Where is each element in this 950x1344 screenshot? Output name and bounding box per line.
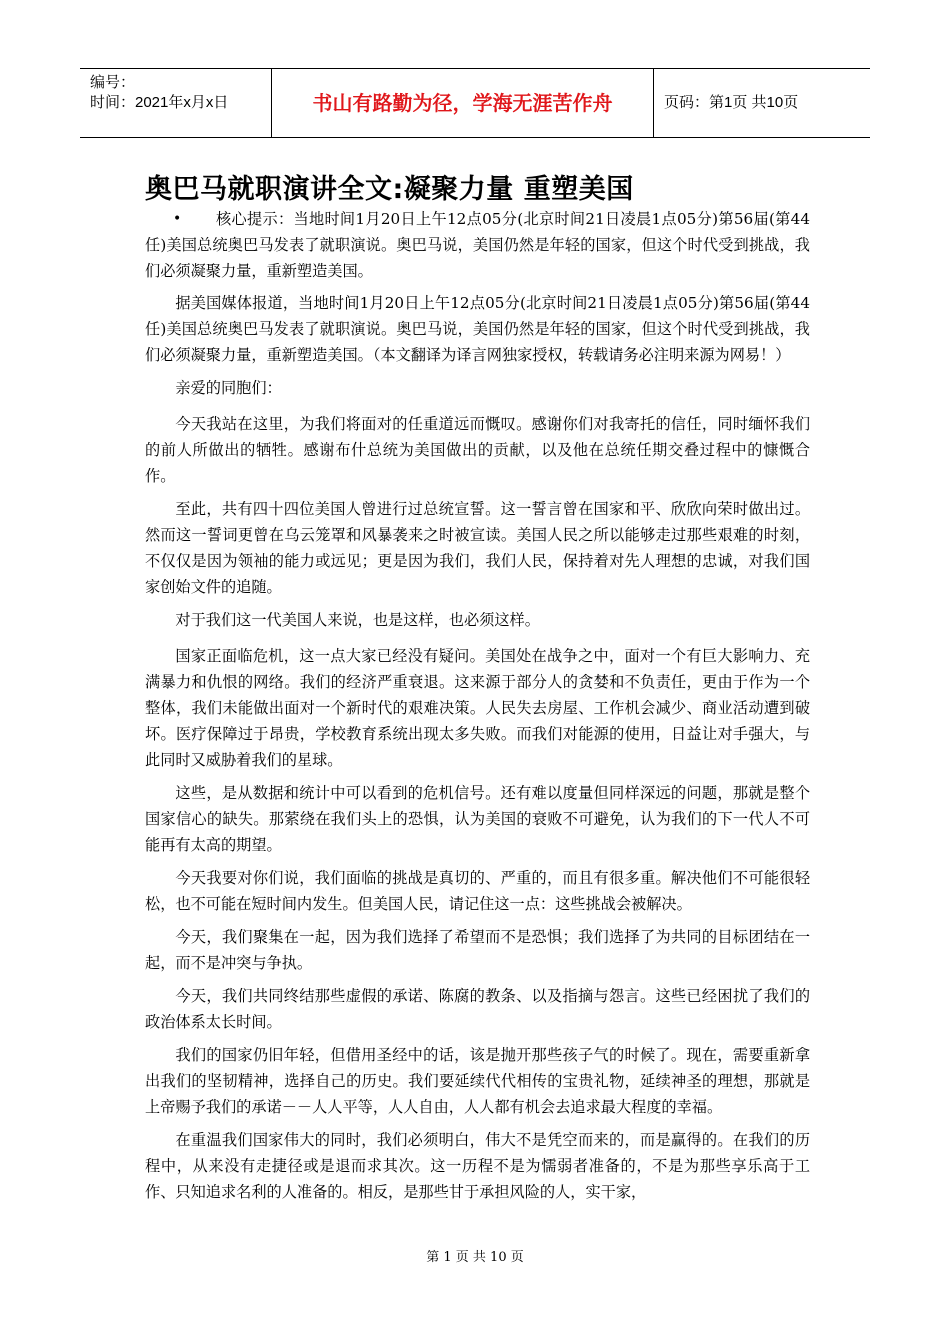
paragraph: 在重温我们国家伟大的同时，我们必须明白，伟大不是凭空而来的，而是赢得的。在我们的历程中，从来没有走捷径或是退而求其次。这一历程不是为懦弱者准备的，不是为那些享乐高于工作、只知追求名利的人准备的。相反，是那些甘于承担风险的人，实干家， (145, 1131, 810, 1201)
header-page-info: 页码：第1页 共10页 (664, 94, 799, 111)
paragraph: 国家正面临危机，这一点大家已经没有疑问。美国处在战争之中，面对一个有巨大影响力、充满暴力和仇恨的网络。我们的经济严重衰退。这来源于部分人的贪婪和不负责任，更由于作为一个整体，我们未能做出面对一个新时代的艰难决策。人民失去房屋、工作机会减少、商业活动遭到破坏。医疗保障过于昂贵，学校教育系统出现太多失败。而我们对能源的使用，日益让对手强大，与此同时又威胁着我们的星球。 (145, 647, 810, 769)
paragraph: 这些，是从数据和统计中可以看到的危机信号。还有难以度量但同样深远的问题，那就是整个国家信心的缺失。那萦绕在我们头上的恐惧，认为美国的衰败不可避免，认为我们的下一代人不可能再有太高的期望。 (145, 784, 810, 854)
paragraph: 至此，共有四十四位美国人曾进行过总统宣誓。这一誓言曾在国家和平、欣欣向荣时做出过。然而这一誓词更曾在乌云笼罩和风暴袭来之时被宣读。美国人民之所以能够走过那些艰难的时刻，不仅仅是因为领袖的能力或远见；更是因为我们，我们人民，保持着对先人理想的忠诚，对我们国家创始文件的追随。 (145, 500, 810, 596)
summary-text: 核心提示：当地时间1月20日上午12点05分(北京时间21日凌晨1点05分)第56届(第44任)美国总统奥巴马发表了就职演说。奥巴马说，美国仍然是年轻的国家，但这个时代受到挑战，我们必须凝聚力量，重新塑造美国。 (145, 210, 810, 280)
article-body (145, 206, 810, 1212)
page-footer: 第 1 页 共 10 页 (426, 1250, 524, 1265)
header-time-label: 时间：2021年x月x日 (90, 94, 229, 111)
header-meta (90, 73, 228, 113)
bullet-icon: • (173, 211, 182, 227)
summary-item (145, 206, 810, 284)
paragraph: 今天我要对你们说，我们面临的挑战是真切的、严重的，而且有很多重。解决他们不可能很轻松，也不可能在短时间内发生。但美国人民，请记住这一点：这些挑战会被解决。 (145, 869, 810, 913)
header-divider-right (653, 69, 654, 137)
paragraph: 我们的国家仍旧年轻，但借用圣经中的话，该是抛开那些孩子气的时候了。现在，需要重新拿出我们的坚韧精神，选择自己的历史。我们要延续代代相传的宝贵礼物，延续神圣的理想，那就是上帝赐予我们的承诺－－人人平等，人人自由，人人都有机会去追求最大程度的幸福。 (145, 1046, 810, 1116)
header-number-label: 编号： (90, 74, 136, 91)
header-motto: 书山有路勤为径，学海无涯苦作舟 (312, 91, 613, 115)
document-header (80, 68, 870, 138)
paragraph: 今天我站在这里，为我们将面对的任重道远而慨叹。感谢你们对我寄托的信任，同时缅怀我们的前人所做出的牺牲。感谢布什总统为美国做出的贡献，以及他在总统任期交叠过程中的慷慨合作。 (145, 415, 810, 485)
article-title: 奥巴马就职演讲全文:凝聚力量 重塑美国 (145, 174, 634, 205)
paragraph: 对于我们这一代美国人来说，也是这样，也必须这样。 (175, 611, 540, 629)
paragraph: 今天，我们共同终结那些虚假的承诺、陈腐的教条、以及指摘与怨言。这些已经困扰了我们的政治体系太长时间。 (145, 987, 810, 1031)
paragraph: 亲爱的同胞们： (175, 379, 282, 397)
paragraph: 今天，我们聚集在一起，因为我们选择了希望而不是恐惧；我们选择了为共同的目标团结在一起，而不是冲突与争执。 (145, 928, 810, 972)
paragraph: 据美国媒体报道，当地时间1月20日上午12点05分(北京时间21日凌晨1点05分)第56届(第44任)美国总统奥巴马发表了就职演说。奥巴马说，美国仍然是年轻的国家，但这个时代受到挑战，我们必须凝聚力量，重新塑造美国。（本文翻译为译言网独家授权，转载请务必注明来源为网易！） (145, 294, 810, 364)
